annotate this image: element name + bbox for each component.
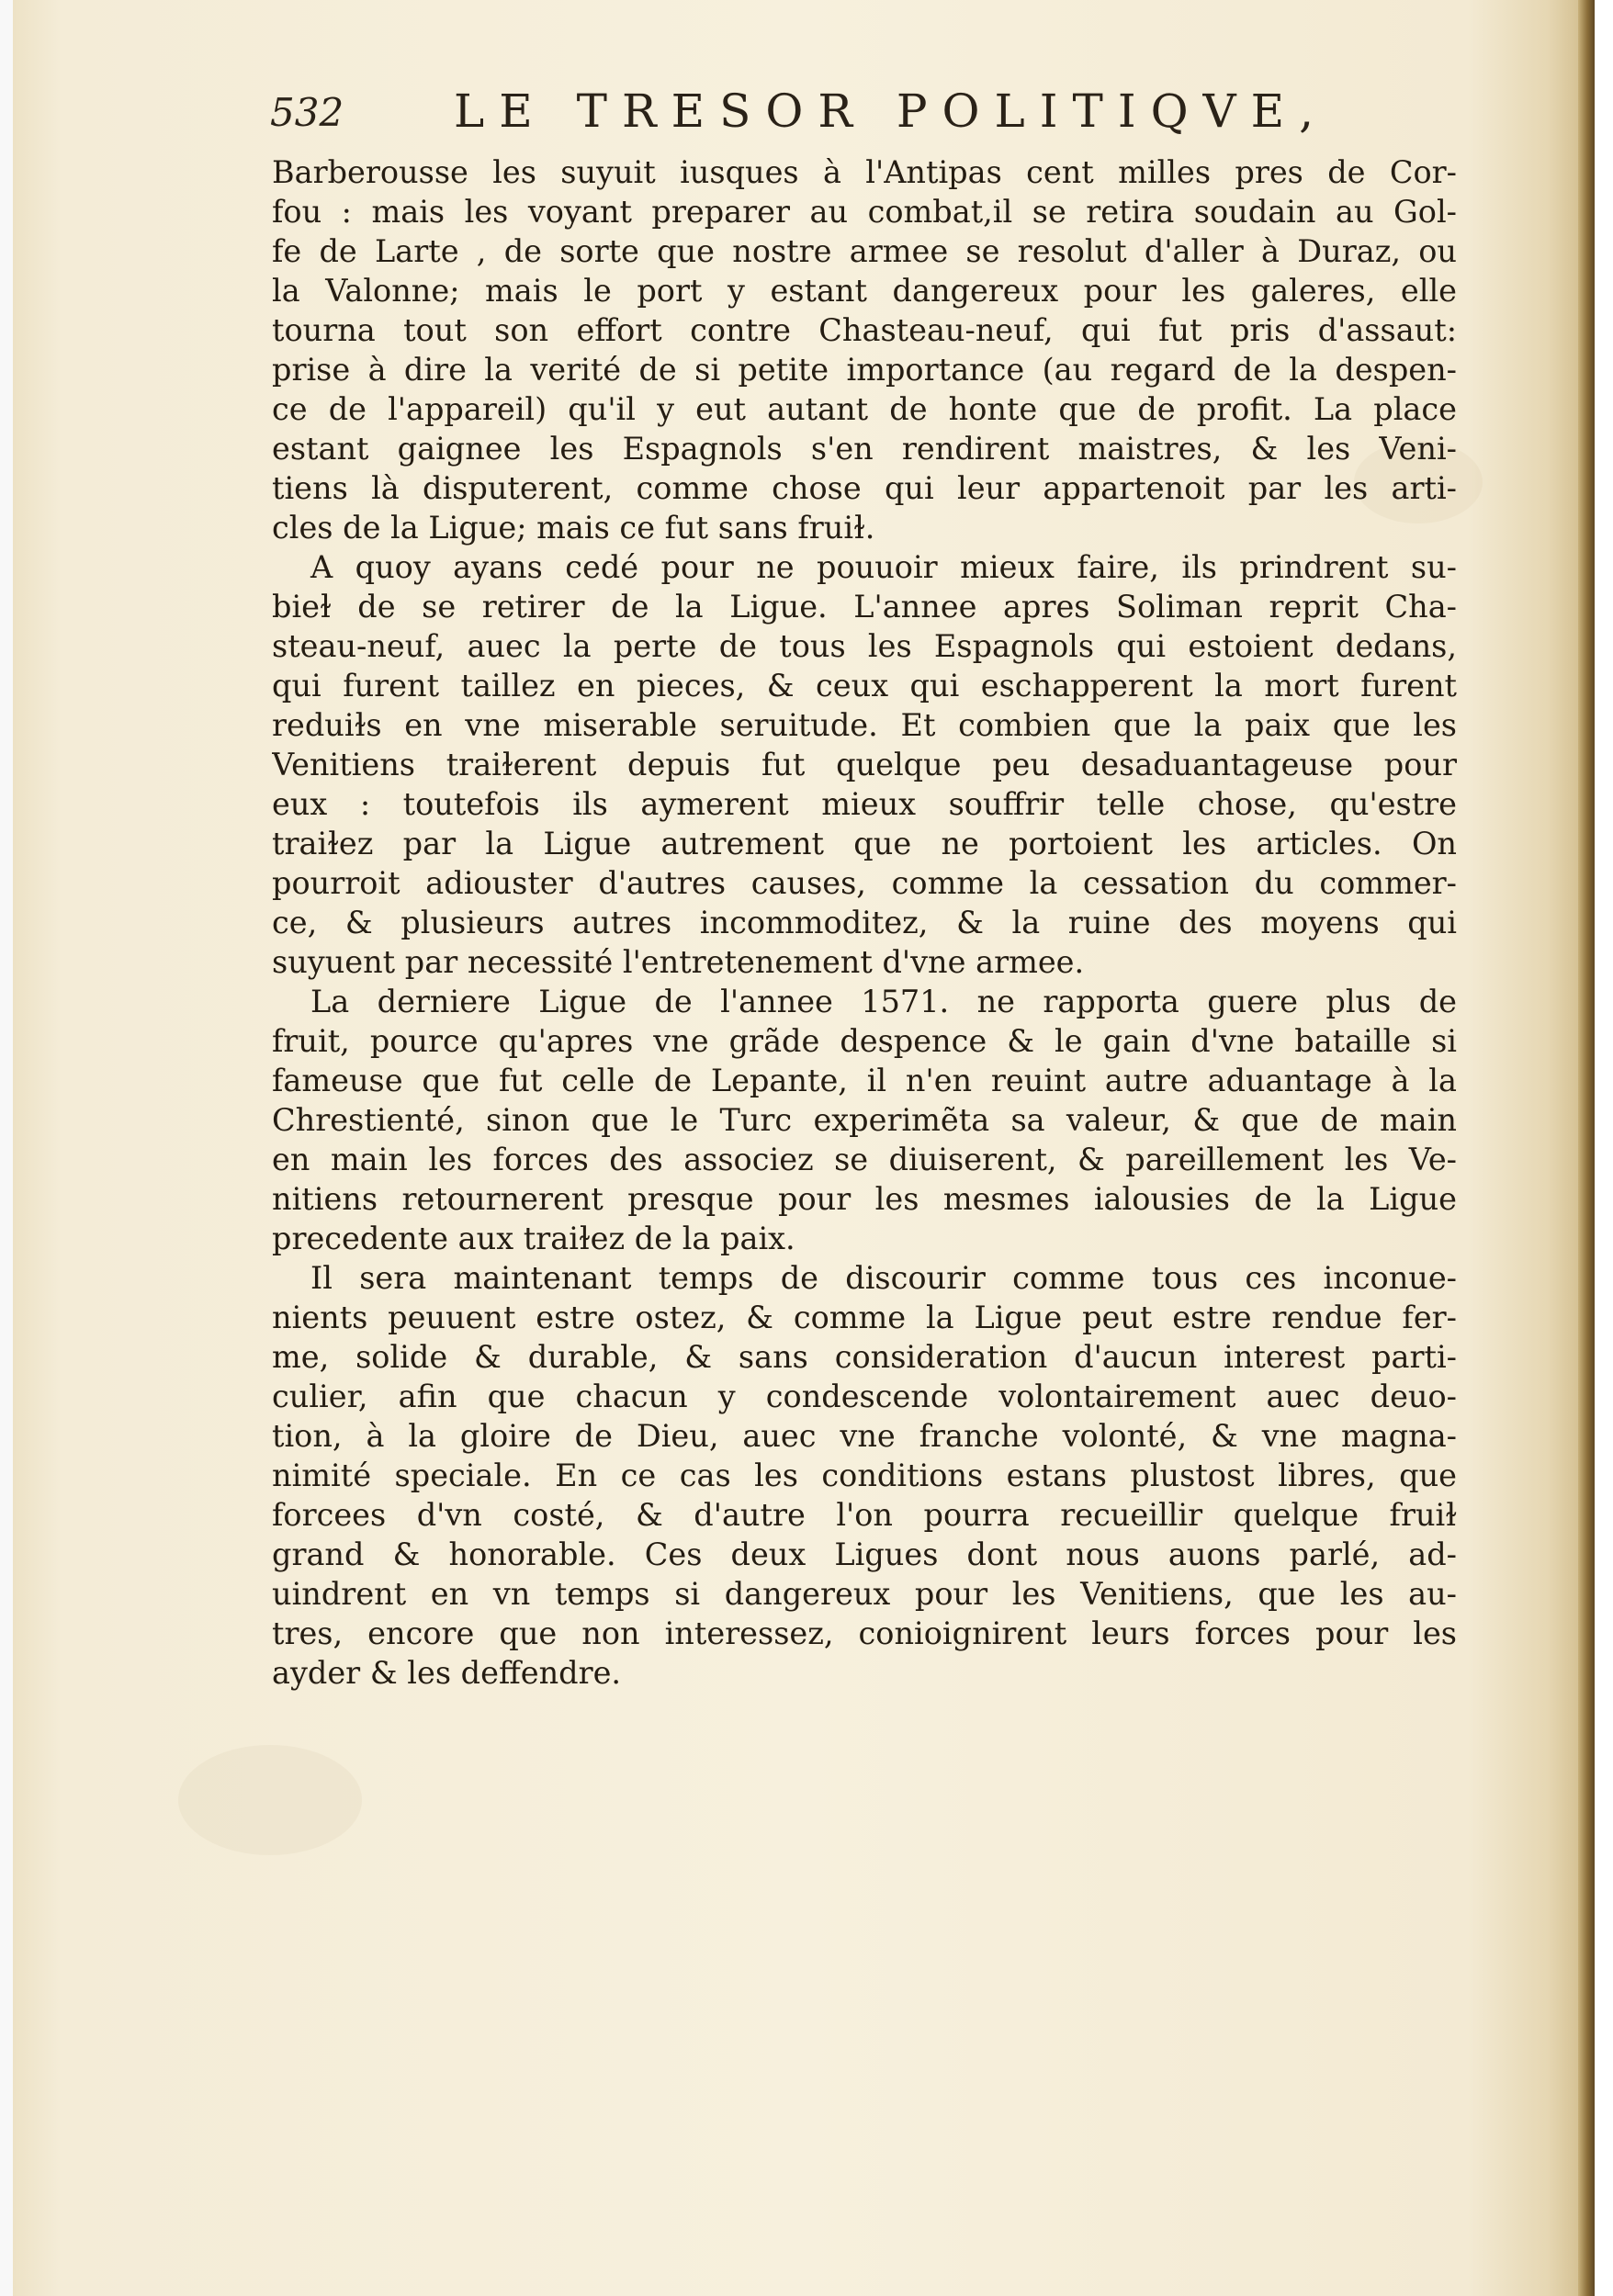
text-line: nitiens retournerent presque pour les mesmes ialousies de la Ligue bbox=[272, 1181, 1457, 1217]
text-line: tiens là disputerent, comme chose qui leur appartenoit par les arti- bbox=[272, 470, 1457, 506]
text-line: la Valonne; mais le port y estant dangereux pour les galeres, elle bbox=[272, 273, 1457, 309]
page-header bbox=[270, 84, 1372, 140]
text-line: nients peuuent estre ostez, & comme la Ligue peut estre rendue fer- bbox=[272, 1300, 1457, 1335]
text-line: suyuent par necessité l'entretenement d'vne armee. bbox=[272, 944, 1085, 980]
page-number: 532 bbox=[270, 90, 344, 135]
text-line: Barberousse les suyuit iusques à l'Antipas cent milles pres de Cor- bbox=[272, 154, 1457, 190]
text-line: tion, à la gloire de Dieu, auec vne franche volonté, & vne magna- bbox=[272, 1418, 1457, 1454]
text-line: forcees d'vn costé, & d'autre l'on pourra recueillir quelque fruiɫ bbox=[272, 1497, 1457, 1533]
text-line: ayder & les deffendre. bbox=[272, 1655, 622, 1691]
text-line: reduiɫs en vne miserable seruitude. Et combien que la paix que les bbox=[272, 707, 1457, 743]
paragraph-start: A quoy ayans cedé pour ne pouuoir mieux faire, ils prindrent su- bbox=[310, 549, 1457, 585]
text-line: fou : mais les voyant preparer au combat,il se retira soudain au Gol- bbox=[272, 194, 1457, 230]
scan-margin bbox=[0, 0, 13, 2296]
text-line: cles de la Ligue; mais ce fut sans fruiɫ. bbox=[272, 510, 875, 546]
text-line: prise à dire la verité de si petite importance (au regard de la despen- bbox=[272, 352, 1457, 388]
text-line: ce, & plusieurs autres incommoditez, & la ruine des moyens qui bbox=[272, 905, 1457, 940]
text-line: grand & honorable. Ces deux Ligues dont nous auons parlé, ad- bbox=[272, 1536, 1457, 1572]
text-line: pourroit adiouster d'autres causes, comme la cessation du commer- bbox=[272, 865, 1457, 901]
text-line: traiɫez par la Ligue autrement que ne portoient les articles. On bbox=[272, 826, 1457, 861]
running-head: LE TRESOR POLITIQVE, bbox=[454, 84, 1329, 138]
text-line: Chrestienté, sinon que le Turc experimẽta sa valeur, & que de main bbox=[272, 1102, 1457, 1138]
text-line: nimité speciale. En ce cas les conditions estans plustost libres, que bbox=[272, 1458, 1457, 1493]
text-line: fe de Larte , de sorte que nostre armee se resolut d'aller à Duraz, ou bbox=[272, 233, 1457, 269]
text-line: bieɫ de se retirer de la Ligue. L'annee apres Soliman reprit Cha- bbox=[272, 589, 1457, 625]
body-text bbox=[272, 152, 1457, 1693]
text-line: steau-neuf, auec la perte de tous les Espagnols qui estoient dedans, bbox=[272, 628, 1457, 664]
text-line: en main les forces des associez se diuiserent, & pareillement les Ve- bbox=[272, 1142, 1457, 1177]
text-line: Venitiens traiɫerent depuis fut quelque peu desaduantageuse pour bbox=[272, 747, 1457, 782]
paper-stain bbox=[178, 1745, 362, 1855]
text-line: ce de l'appareil) qu'il y eut autant de honte que de profit. La place bbox=[272, 391, 1457, 427]
text-line: tres, encore que non interessez, conioignirent leurs forces pour les bbox=[272, 1615, 1457, 1651]
text-line: fruit, pource qu'apres vne grãde despence & le gain d'vne bataille si bbox=[272, 1023, 1457, 1059]
text-line: qui furent taillez en pieces, & ceux qui eschapperent la mort furent bbox=[272, 668, 1457, 703]
page-edge bbox=[1578, 0, 1595, 2296]
text-line: fameuse que fut celle de Lepante, il n'en reuint autre aduantage à la bbox=[272, 1063, 1457, 1098]
paragraph-start: Il sera maintenant temps de discourir comme tous ces inconue- bbox=[310, 1260, 1457, 1296]
text-line: eux : toutefois ils aymerent mieux souffrir telle chose, qu'estre bbox=[272, 786, 1457, 822]
text-line: estant gaignee les Espagnols s'en rendirent maistres, & les Veni- bbox=[272, 431, 1457, 467]
text-line: precedente aux traiɫez de la paix. bbox=[272, 1221, 795, 1256]
text-line: me, solide & durable, & sans consideration d'aucun interest parti- bbox=[272, 1339, 1457, 1375]
text-line: culier, afin que chacun y condescende volontairement auec deuo- bbox=[272, 1379, 1457, 1414]
text-line: tourna tout son effort contre Chasteau-neuf, qui fut pris d'assaut: bbox=[272, 312, 1457, 348]
text-line: uindrent en vn temps si dangereux pour les Venitiens, que les au- bbox=[272, 1576, 1457, 1612]
paragraph-start: La derniere Ligue de l'annee 1571. ne rapporta guere plus de bbox=[310, 984, 1457, 1019]
